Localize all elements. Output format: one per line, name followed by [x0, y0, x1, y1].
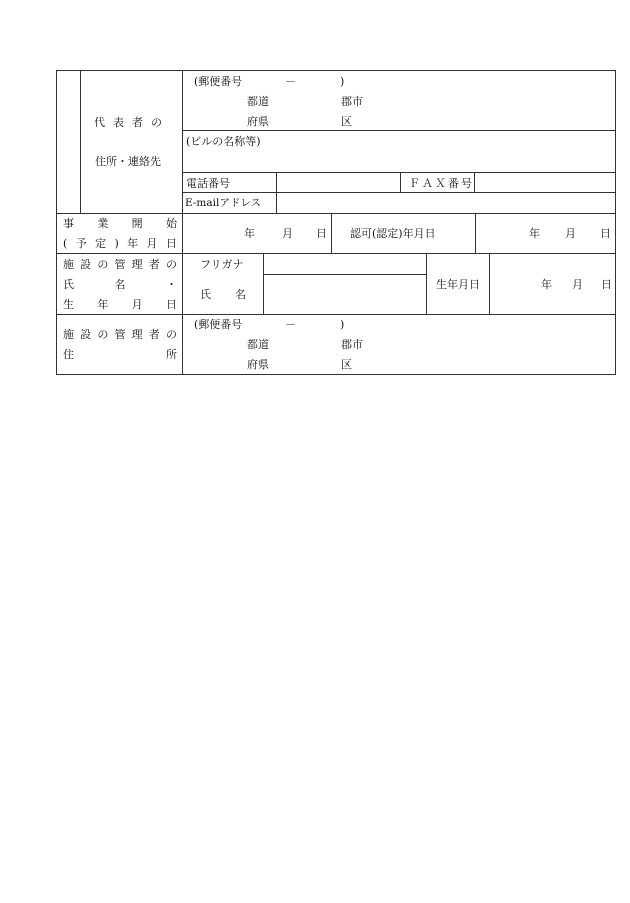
- phone-label: 電話番号: [186, 177, 230, 190]
- approval-day-label: 日: [600, 227, 611, 240]
- rep-label-text-1: 代表者の: [94, 116, 170, 129]
- rep-todo-label: 都道: [247, 95, 269, 108]
- approval-date-label: 認可(認定)年月日: [350, 227, 436, 240]
- start-label-char: 年: [127, 237, 139, 250]
- facility-label-line2: [63, 348, 177, 361]
- facility-ku-label: 区: [341, 358, 352, 371]
- rep-postal-dash: －: [285, 75, 296, 88]
- manager-label-char: 管: [114, 258, 126, 271]
- facility-label-char: 施: [63, 328, 74, 341]
- facility-gunshi-label: 郡市: [341, 338, 363, 351]
- facility-postal-close: ): [340, 318, 345, 331]
- start-label-char: 始: [165, 217, 177, 230]
- rep-postal-close: ): [340, 75, 345, 88]
- start-label-char: 定: [95, 237, 107, 250]
- start-label-line1: [63, 217, 177, 230]
- start-label-char: 月: [146, 237, 158, 250]
- birth-date-label: 生年月日: [436, 278, 480, 291]
- rep-label-line2: 住所・連絡先: [95, 155, 161, 168]
- fax-label: ＦＡＸ番号: [409, 177, 474, 190]
- manager-label-line3: [63, 298, 177, 311]
- facility-label-char: 所: [166, 348, 177, 361]
- start-day-label: 日: [316, 227, 327, 240]
- manager-name-char: 氏: [200, 288, 211, 301]
- birth-day-label: 日: [601, 278, 612, 291]
- rep-label-line1: [94, 116, 168, 129]
- birth-year-label: 年: [541, 278, 552, 291]
- start-label-char: 予: [75, 237, 87, 250]
- email-label: E-mailアドレス: [185, 197, 262, 209]
- facility-todo-label: 都道: [247, 338, 269, 351]
- facility-label-char: の: [165, 328, 177, 341]
- manager-label-char: 者: [148, 258, 160, 271]
- facility-label-line1: [63, 328, 177, 341]
- furigana-label: フリガナ: [200, 258, 244, 271]
- rep-ku-label: 区: [341, 115, 352, 128]
- manager-label-char: 名: [114, 278, 126, 291]
- manager-name-char: 名: [235, 288, 246, 301]
- manager-label-char: 生: [63, 298, 74, 311]
- facility-label-char: 管: [114, 328, 126, 341]
- manager-label-char: 設: [80, 258, 92, 271]
- approval-year-label: 年: [529, 227, 540, 240]
- start-label-char: 日: [165, 237, 177, 250]
- facility-label-char: 理: [131, 328, 143, 341]
- manager-label-char: 施: [63, 258, 74, 271]
- start-label-char: 業: [97, 217, 109, 230]
- manager-label-char: 理: [131, 258, 143, 271]
- manager-label-char: 日: [165, 298, 177, 311]
- facility-label-char: 者: [148, 328, 160, 341]
- manager-label-char: 氏: [63, 278, 74, 291]
- rep-postal-prefix: (郵便番号: [194, 75, 243, 88]
- manager-label-line1: [63, 258, 177, 271]
- rep-gunshi-label: 郡市: [341, 95, 363, 108]
- manager-label-char: の: [165, 258, 177, 271]
- manager-label-char: ・: [166, 278, 177, 291]
- start-year-label: 年: [244, 227, 255, 240]
- facility-label-char: の: [97, 328, 109, 341]
- approval-month-label: 月: [565, 227, 576, 240]
- manager-label-line2: [63, 278, 177, 291]
- manager-name-label: [200, 288, 246, 301]
- birth-month-label: 月: [572, 278, 583, 291]
- rep-building-label: (ビルの名称等): [186, 135, 261, 148]
- facility-label-char: 住: [63, 348, 74, 361]
- manager-label-char: 年: [97, 298, 109, 311]
- facility-postal-prefix: (郵便番号: [194, 318, 243, 331]
- facility-fuken-label: 府県: [247, 358, 269, 371]
- start-month-label: 月: [282, 227, 293, 240]
- start-label-line2: [63, 237, 177, 250]
- facility-postal-dash: －: [285, 318, 296, 331]
- start-label-char: (: [63, 237, 68, 250]
- start-label-char: 事: [63, 217, 74, 230]
- facility-label-char: 設: [80, 328, 92, 341]
- start-label-char: ): [114, 237, 119, 250]
- manager-label-char: の: [97, 258, 109, 271]
- rep-fuken-label: 府県: [247, 115, 269, 128]
- start-label-char: 開: [131, 217, 143, 230]
- manager-label-char: 月: [131, 298, 143, 311]
